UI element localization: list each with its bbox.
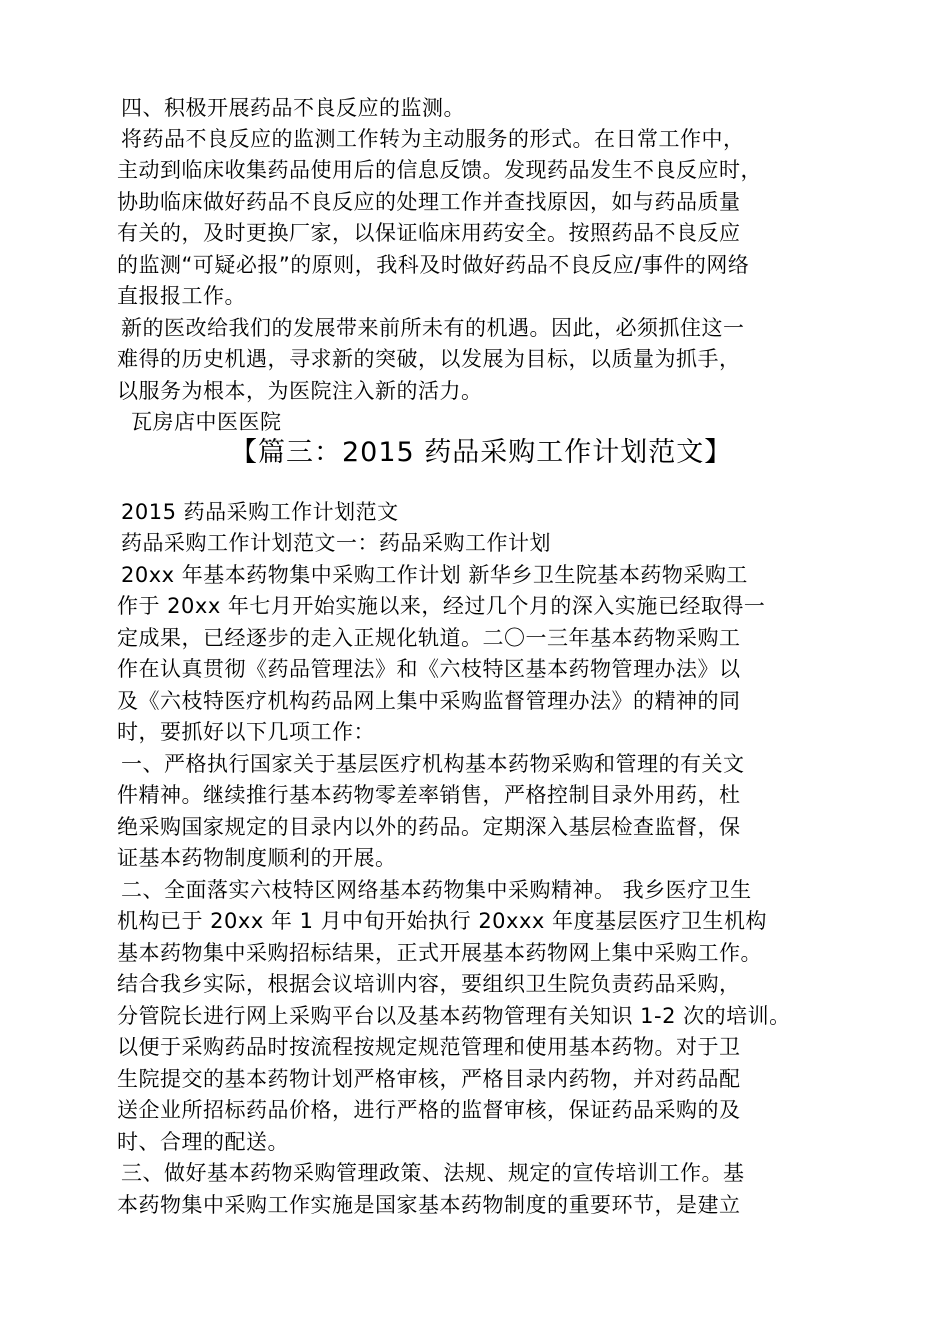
text-line: 分管院长进行网上采购平台以及基本药物管理有关知识 1-2 次的培训。 — [117, 1004, 791, 1028]
text-line: 作于 20xx 年七月开始实施以来，经过几个月的深入实施已经取得一 — [117, 594, 766, 618]
text-line: 协助临床做好药品不良反应的处理工作并查找原因，如与药品质量 — [117, 190, 741, 214]
text-line: 的监测“可疑必报”的原则，我科及时做好药品不良反应/事件的网络 — [117, 253, 750, 277]
text-line: 新的医改给我们的发展带来前所未有的机遇。因此，必须抓住这一 — [121, 316, 745, 340]
text-line: 绝采购国家规定的目录内以外的药品。定期深入基层检查监督，保 — [117, 815, 741, 839]
text-line: 主动到临床收集药品使用后的信息反馈。发现药品发生不良反应时， — [117, 158, 762, 182]
subtitle: 药品采购工作计划范文一：药品采购工作计划 — [121, 531, 551, 555]
document-title: 2015 药品采购工作计划范文 — [121, 500, 399, 524]
text-line: 以服务为根本，为医院注入新的活力。 — [117, 379, 483, 403]
text-line: 作在认真贯彻《药品管理法》和《六枝特区基本药物管理办法》以 — [117, 657, 741, 681]
text-line: 机构已于 20xx 年 1 月中旬开始执行 20xxx 年度基层医疗卫生机构 — [117, 909, 767, 933]
text-line: 定成果，已经逐步的走入正规化轨道。二〇一三年基本药物采购工 — [117, 626, 741, 650]
text-line: 送企业所招标药品价格，进行严格的监督审核，保证药品采购的及 — [117, 1098, 741, 1122]
text-line: 生院提交的基本药物计划严格审核，严格目录内药物，并对药品配 — [117, 1067, 741, 1091]
text-line: 时，要抓好以下几项工作： — [117, 720, 375, 744]
text-line: 时、合理的配送。 — [117, 1130, 289, 1154]
text-line: 件精神。继续推行基本药物零差率销售，严格控制目录外用药，杜 — [117, 783, 741, 807]
text-line: 证基本药物制度顺利的开展。 — [117, 846, 397, 870]
text-line: 结合我乡实际，根据会议培训内容，要组织卫生院负责药品采购， — [117, 972, 741, 996]
text-line: 有关的，及时更换厂家，以保证临床用药安全。按照药品不良反应 — [117, 221, 741, 245]
text-line: 直报报工作。 — [117, 284, 246, 308]
section-heading: 【篇三：2015 药品采购工作计划范文】 — [230, 437, 733, 468]
text-line: 及《六枝特医疗机构药品网上集中采购监督管理办法》的精神的同 — [117, 689, 741, 713]
item-two: 二、全面落实六枝特区网络基本药物集中采购精神。 我乡医疗卫生 — [121, 878, 752, 902]
item-three: 三、做好基本药物采购管理政策、法规、规定的宣传培训工作。基 — [121, 1161, 745, 1185]
section-four-title: 四、积极开展药品不良反应的监测。 — [121, 96, 465, 120]
text-line: 以便于采购药品时按流程按规定规范管理和使用基本药物。对于卫 — [117, 1035, 741, 1059]
text-line: 将药品不良反应的监测工作转为主动服务的形式。在日常工作中， — [121, 127, 745, 151]
text-line: 基本药物集中采购招标结果，正式开展基本药物网上集中采购工作。 — [117, 941, 762, 965]
item-one: 一、严格执行国家关于基层医疗机构基本药物采购和管理的有关文 — [121, 752, 745, 776]
text-line: 难得的历史机遇，寻求新的突破，以发展为目标，以质量为抓手， — [117, 347, 741, 371]
text-line: 本药物集中采购工作实施是国家基本药物制度的重要环节，是建立 — [117, 1193, 741, 1217]
hospital-signature: 瓦房店中医医院 — [131, 410, 282, 434]
text-line: 20xx 年基本药物集中采购工作计划 新华乡卫生院基本药物采购工 — [121, 563, 748, 587]
